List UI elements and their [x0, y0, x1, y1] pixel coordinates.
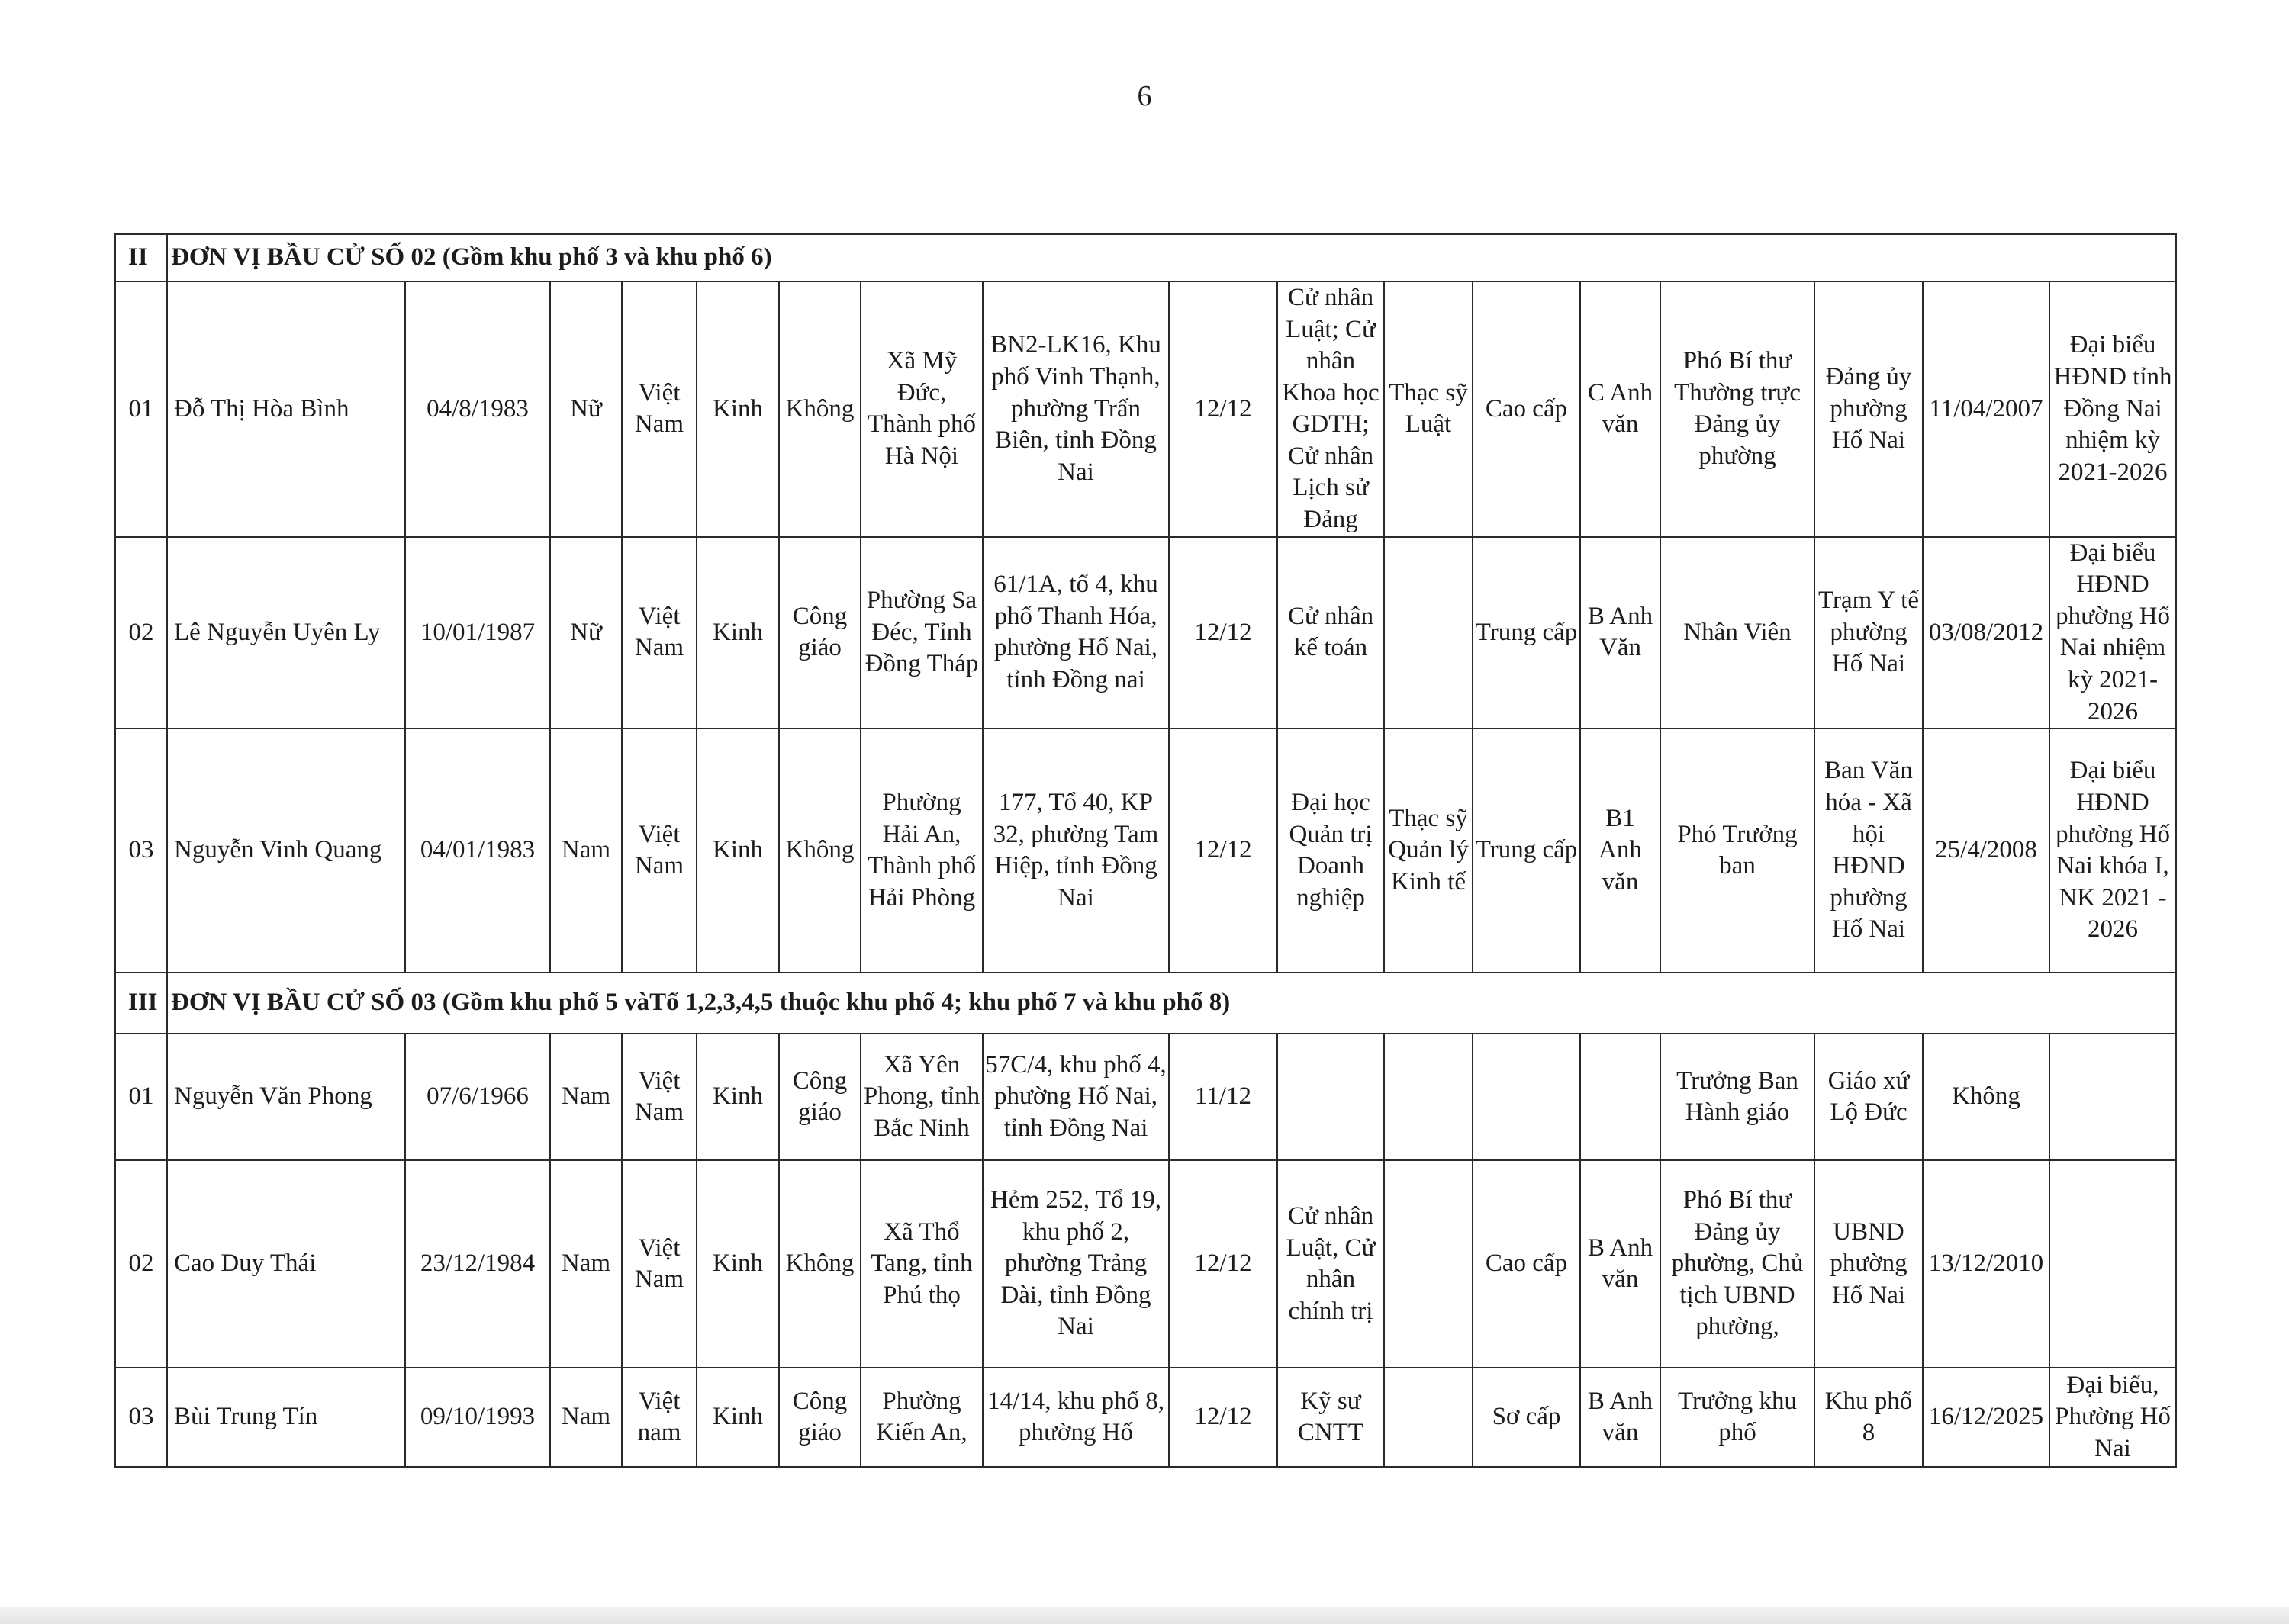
- political-theory: Sơ cấp: [1473, 1368, 1580, 1467]
- professional-qualification: Cử nhân kế toán: [1277, 537, 1384, 728]
- religion: Công giáo: [779, 537, 861, 728]
- row-number: 02: [115, 537, 167, 728]
- ethnicity: Kinh: [697, 728, 779, 973]
- workplace: UBND phường Hố Nai: [1814, 1160, 1923, 1368]
- nationality: Việt Nam: [622, 537, 697, 728]
- general-education: 12/12: [1169, 1160, 1277, 1368]
- candidate-name: Bùi Trung Tín: [167, 1368, 405, 1467]
- job-position: Phó Trưởng ban: [1660, 728, 1814, 973]
- party-join-date: Không: [1923, 1034, 2049, 1160]
- residence: Hẻm 252, Tổ 19, khu phố 2, phường Trảng Dài, tỉnh Đồng Nai: [983, 1160, 1169, 1368]
- religion: Không: [779, 728, 861, 973]
- workplace: Trạm Y tế phường Hố Nai: [1814, 537, 1923, 728]
- candidate-name: Lê Nguyễn Uyên Ly: [167, 537, 405, 728]
- professional-qualification: [1277, 1034, 1384, 1160]
- nationality: Việt Nam: [622, 1160, 697, 1368]
- nationality: Việt nam: [622, 1368, 697, 1467]
- job-position: Phó Bí thư Thường trực Đảng ủy phường: [1660, 281, 1814, 537]
- political-theory: [1473, 1034, 1580, 1160]
- candidate-name: Nguyễn Vinh Quang: [167, 728, 405, 973]
- nationality: Việt Nam: [622, 281, 697, 537]
- party-join-date: 11/04/2007: [1923, 281, 2049, 537]
- candidate-name: Đỗ Thị Hòa Bình: [167, 281, 405, 537]
- nationality: Việt Nam: [622, 728, 697, 973]
- professional-qualification: Cử nhân Luật, Cử nhân chính trị: [1277, 1160, 1384, 1368]
- general-education: 12/12: [1169, 728, 1277, 973]
- party-join-date: 16/12/2025: [1923, 1368, 2049, 1467]
- foreign-language: B Anh văn: [1580, 1160, 1660, 1368]
- birth-date: 10/01/1987: [405, 537, 550, 728]
- workplace: Giáo xứ Lộ Đức: [1814, 1034, 1923, 1160]
- row-number: 01: [115, 1034, 167, 1160]
- table-row: [115, 281, 2176, 537]
- hometown: Phường Sa Đéc, Tỉnh Đồng Tháp: [861, 537, 983, 728]
- section-roman-numeral: III: [115, 973, 167, 1034]
- political-theory: Trung cấp: [1473, 728, 1580, 973]
- gender: Nam: [550, 1368, 622, 1467]
- foreign-language: B Anh Văn: [1580, 537, 1660, 728]
- ethnicity: Kinh: [697, 537, 779, 728]
- row-number: 02: [115, 1160, 167, 1368]
- scan-bottom-edge: [0, 1607, 2289, 1624]
- academic-degree: [1384, 1034, 1473, 1160]
- birth-date: 04/01/1983: [405, 728, 550, 973]
- religion: Không: [779, 1160, 861, 1368]
- hometown: Xã Mỹ Đức, Thành phố Hà Nội: [861, 281, 983, 537]
- hometown: Phường Hải An, Thành phố Hải Phòng: [861, 728, 983, 973]
- delegate-status: Đại biểu HĐND phường Hố Nai khóa I, NK 2021 - 2026: [2049, 728, 2176, 973]
- general-education: 11/12: [1169, 1034, 1277, 1160]
- religion: Không: [779, 281, 861, 537]
- general-education: 12/12: [1169, 537, 1277, 728]
- professional-qualification: Đại học Quản trị Doanh nghiệp: [1277, 728, 1384, 973]
- section-title: ĐƠN VỊ BẦU CỬ SỐ 02 (Gồm khu phố 3 và khu phố 6): [167, 234, 2176, 281]
- foreign-language: B Anh văn: [1580, 1368, 1660, 1467]
- workplace: Khu phố 8: [1814, 1368, 1923, 1467]
- table-row: [115, 537, 2176, 728]
- ethnicity: Kinh: [697, 1034, 779, 1160]
- nationality: Việt Nam: [622, 1034, 697, 1160]
- hometown: Xã Yên Phong, tỉnh Bắc Ninh: [861, 1034, 983, 1160]
- residence: BN2-LK16, Khu phố Vinh Thạnh, phường Trấn Biên, tỉnh Đồng Nai: [983, 281, 1169, 537]
- general-education: 12/12: [1169, 1368, 1277, 1467]
- professional-qualification: Cử nhân Luật; Cử nhân Khoa học GDTH; Cử nhân Lịch sử Đảng: [1277, 281, 1384, 537]
- row-number: 03: [115, 728, 167, 973]
- candidate-name: Cao Duy Thái: [167, 1160, 405, 1368]
- gender: Nữ: [550, 281, 622, 537]
- hometown: Phường Kiến An,: [861, 1368, 983, 1467]
- foreign-language: C Anh văn: [1580, 281, 1660, 537]
- ethnicity: Kinh: [697, 1368, 779, 1467]
- job-position: Trưởng khu phố: [1660, 1368, 1814, 1467]
- delegate-status: Đại biểu HĐND tỉnh Đồng Nai nhiệm kỳ 2021-2026: [2049, 281, 2176, 537]
- birth-date: 09/10/1993: [405, 1368, 550, 1467]
- academic-degree: [1384, 537, 1473, 728]
- birth-date: 04/8/1983: [405, 281, 550, 537]
- residence: 61/1A, tổ 4, khu phố Thanh Hóa, phường Hố Nai, tỉnh Đồng nai: [983, 537, 1169, 728]
- row-number: 01: [115, 281, 167, 537]
- section-roman-numeral: II: [115, 234, 167, 281]
- party-join-date: 03/08/2012: [1923, 537, 2049, 728]
- job-position: Phó Bí thư Đảng ủy phường, Chủ tịch UBND phường,: [1660, 1160, 1814, 1368]
- academic-degree: [1384, 1160, 1473, 1368]
- candidate-table: [114, 233, 2177, 1468]
- section-header: [115, 234, 2176, 281]
- academic-degree: Thạc sỹ Luật: [1384, 281, 1473, 537]
- table-row: [115, 1034, 2176, 1160]
- residence: 14/14, khu phố 8, phường Hố: [983, 1368, 1169, 1467]
- page-number: 6: [1137, 80, 1152, 112]
- delegate-status: [2049, 1160, 2176, 1368]
- gender: Nam: [550, 1160, 622, 1368]
- religion: Công giáo: [779, 1034, 861, 1160]
- section-header: [115, 973, 2176, 1034]
- party-join-date: 13/12/2010: [1923, 1160, 2049, 1368]
- hometown: Xã Thổ Tang, tỉnh Phú thọ: [861, 1160, 983, 1368]
- delegate-status: Đại biểu HĐND phường Hố Nai nhiệm kỳ 2021-2026: [2049, 537, 2176, 728]
- delegate-status: Đại biểu, Phường Hố Nai: [2049, 1368, 2176, 1467]
- gender: Nam: [550, 728, 622, 973]
- table-row: [115, 1160, 2176, 1368]
- job-position: Trưởng Ban Hành giáo: [1660, 1034, 1814, 1160]
- gender: Nam: [550, 1034, 622, 1160]
- birth-date: 07/6/1966: [405, 1034, 550, 1160]
- foreign-language: [1580, 1034, 1660, 1160]
- academic-degree: Thạc sỹ Quản lý Kinh tế: [1384, 728, 1473, 973]
- academic-degree: [1384, 1368, 1473, 1467]
- birth-date: 23/12/1984: [405, 1160, 550, 1368]
- delegate-status: [2049, 1034, 2176, 1160]
- job-position: Nhân Viên: [1660, 537, 1814, 728]
- table-row: [115, 728, 2176, 973]
- table-row: [115, 1368, 2176, 1467]
- political-theory: Trung cấp: [1473, 537, 1580, 728]
- gender: Nữ: [550, 537, 622, 728]
- residence: 177, Tổ 40, KP 32, phường Tam Hiệp, tỉnh Đồng Nai: [983, 728, 1169, 973]
- political-theory: Cao cấp: [1473, 281, 1580, 537]
- section-title: ĐƠN VỊ BẦU CỬ SỐ 03 (Gồm khu phố 5 vàTổ 1,2,3,4,5 thuộc khu phố 4; khu phố 7 và khu phố 8): [167, 973, 2176, 1034]
- candidate-name: Nguyễn Văn Phong: [167, 1034, 405, 1160]
- party-join-date: 25/4/2008: [1923, 728, 2049, 973]
- workplace: Ban Văn hóa - Xã hội HĐND phường Hố Nai: [1814, 728, 1923, 973]
- residence: 57C/4, khu phố 4, phường Hố Nai, tỉnh Đồng Nai: [983, 1034, 1169, 1160]
- professional-qualification: Kỹ sư CNTT: [1277, 1368, 1384, 1467]
- foreign-language: B1 Anh văn: [1580, 728, 1660, 973]
- political-theory: Cao cấp: [1473, 1160, 1580, 1368]
- ethnicity: Kinh: [697, 281, 779, 537]
- workplace: Đảng ủy phường Hố Nai: [1814, 281, 1923, 537]
- row-number: 03: [115, 1368, 167, 1467]
- general-education: 12/12: [1169, 281, 1277, 537]
- religion: Công giáo: [779, 1368, 861, 1467]
- ethnicity: Kinh: [697, 1160, 779, 1368]
